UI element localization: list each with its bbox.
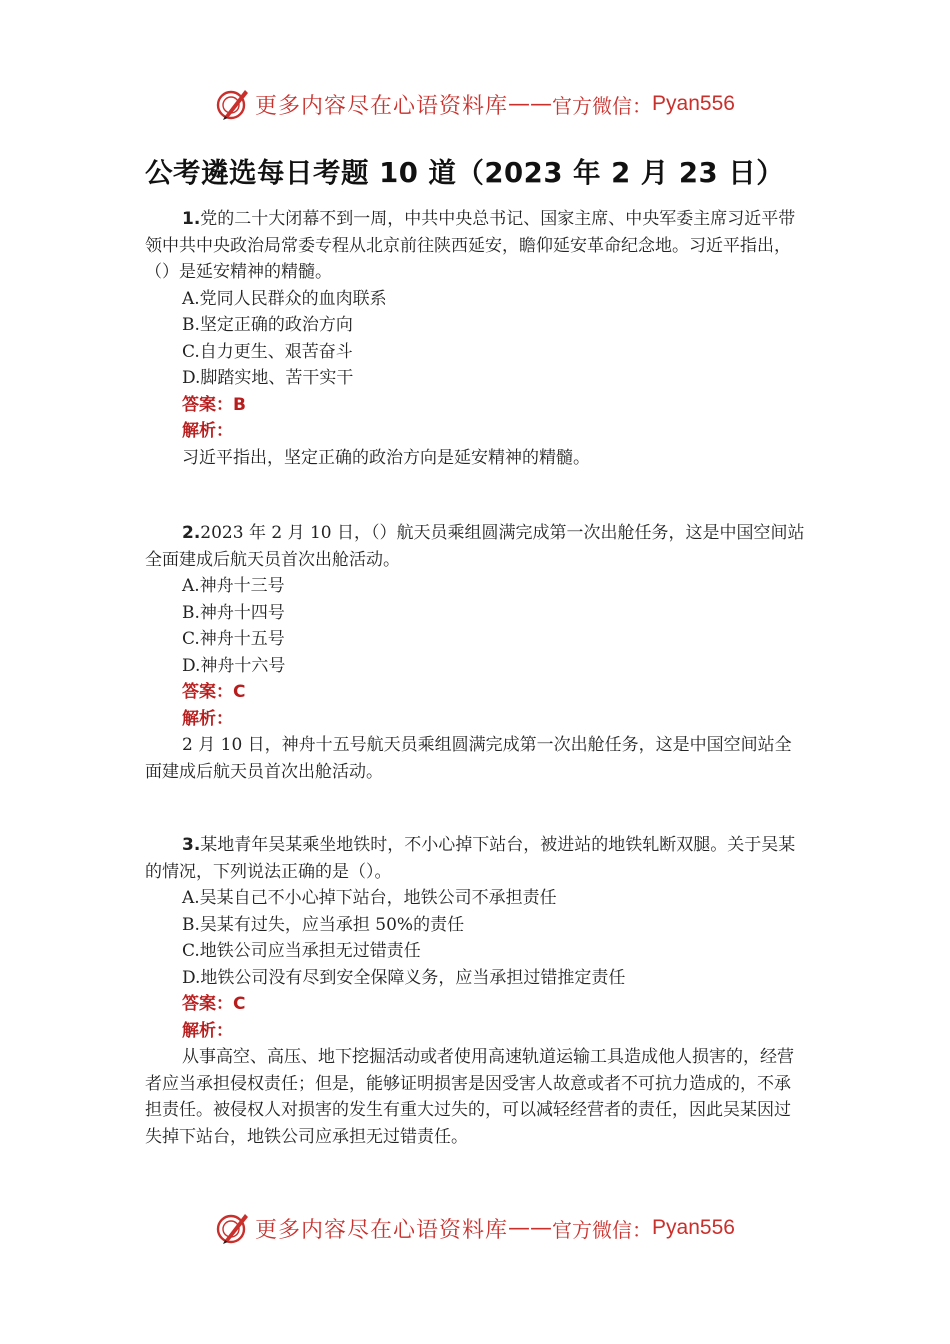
analysis-label: 解析： [182,708,233,729]
banner-dash: —— [508,91,553,117]
question-2 [145,520,807,785]
question-number: 3. [182,835,201,855]
banner-wechat-label: 官方微信： [552,1217,653,1242]
question-text: 党的二十大闭幕不到一周，中共中央总书记、国家主席、中央军委主席习近平带领中共中央政治局常委专程从北京前往陕西延安，瞻仰延安革命纪念地。习近平指出，（）是延安精神的精髓。 [145,209,796,282]
banner-dash: —— [508,1215,553,1241]
option-c: C.地铁公司应当承担无过错责任 [182,941,421,961]
question-number: 1. [182,209,201,229]
banner-wechat-label: 官方微信： [552,93,653,118]
option-d: D.地铁公司没有尽到安全保障义务，应当承担过错推定责任 [182,967,626,988]
question-3 [145,832,807,1150]
answer: 答案：C [182,994,246,1014]
page-title: 公考遴选每日考题 10 道（2023 年 2 月 23 日） [145,157,785,189]
analysis-label: 解析： [182,421,233,441]
banner-brand-text: 更多内容尽在心语资料库 [255,1217,509,1243]
answer: 答案：B [182,394,246,415]
analysis-text: 习近平指出，坚定正确的政治方向是延安精神的精髓。 [182,447,590,468]
option-b: B.神舟十四号 [182,602,285,623]
pen-logo-icon [215,86,251,122]
question-text: 某地青年吴某乘坐地铁时，不小心掉下站台，被进站的地铁轧断双腿。关于吴某的情况，下列说法正确的是（）。 [145,835,796,882]
banner-wechat-id: Pyan556 [652,92,735,115]
option-a: A.党同人民群众的血肉联系 [182,288,387,309]
option-d: D.神舟十六号 [182,655,286,676]
analysis-label: 解析： [182,1020,233,1041]
answer: 答案：C [182,682,246,702]
option-a: A.吴某自己不小心掉下站台，地铁公司不承担责任 [182,888,557,908]
option-c: C.自力更生、艰苦奋斗 [182,341,353,362]
pen-logo-icon [215,1210,251,1246]
banner-brand-text: 更多内容尽在心语资料库 [255,93,509,119]
analysis-text: 2 月 10 日，神舟十五号航天员乘组圆满完成第一次出舱任务，这是中国空间站全面建成后航天员首次出舱活动。 [145,735,792,782]
analysis-text: 从事高空、高压、地下挖掘活动或者使用高速轨道运输工具造成他人损害的，经营者应当承担侵权责任；但是，能够证明损害是因受害人故意或者不可抗力造成的，不承担责任。被侵权人对损害的发生有重大过失的，可以减轻经营者的责任，因此吴某因过失掉下站台，地铁公司应承担无过错责任。 [145,1047,794,1147]
option-a: A.神舟十三号 [182,576,285,596]
option-d: D.脚踏实地、苦干实干 [182,368,354,388]
footer-banner [0,1208,950,1248]
question-1 [145,206,807,471]
header-banner [0,84,950,124]
banner-wechat-id: Pyan556 [652,1216,735,1239]
option-b: B.吴某有过失，应当承担 50%的责任 [182,914,465,935]
question-stem [145,206,807,286]
question-stem [145,520,807,573]
option-b: B.坚定正确的政治方向 [182,315,353,335]
question-text: 2023 年 2 月 10 日，（）航天员乘组圆满完成第一次出舱任务，这是中国空间站全面建成后航天员首次出舱活动。 [145,523,805,570]
option-c: C.神舟十五号 [182,629,285,649]
question-number: 2. [182,523,201,543]
question-stem [145,832,807,885]
